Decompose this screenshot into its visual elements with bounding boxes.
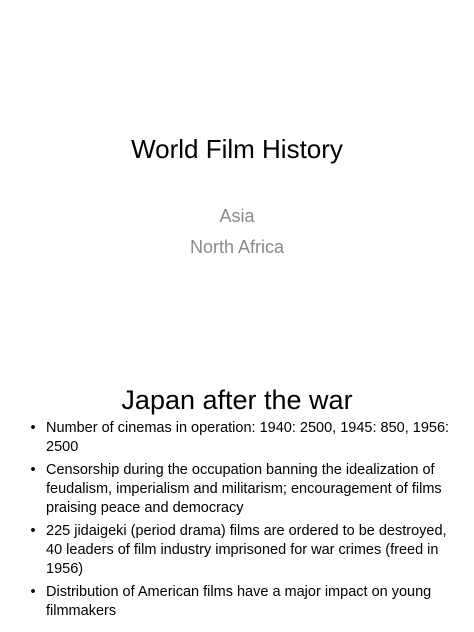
bullet-item [0,583,474,621]
slide-title: World Film History [131,134,343,164]
subtitle-asia: Asia [219,206,255,226]
bullet-text-jidaigeki: 225 jidaigeki (period drama) films are ordered to be destroyed, 40 leaders of film industry imprisoned for war crimes (freed in 1956) [46,523,447,577]
bullet-item [0,522,474,579]
bullet-item [0,419,474,457]
bullet-icon: • [30,584,36,600]
bullet-icon: • [30,523,36,539]
subtitle-north-africa: North Africa [189,237,285,257]
bullet-text-cinemas: Number of cinemas in operation: 1940: 2500, 1945: 850, 1956: 2500 [46,420,450,455]
content-slide [0,357,474,632]
bullet-text-censorship: Censorship during the occupation banning the idealization of feudalism, imperialism and militarism; encouragement of films praising peace and democracy [46,462,442,516]
bullet-item [0,461,474,518]
bullet-text-distribution: Distribution of American films have a major impact on young filmmakers [46,584,432,619]
slide-heading: Japan after the war [121,385,353,415]
bullet-list [0,419,474,625]
bullet-icon: • [30,462,36,478]
bullet-icon: • [30,420,36,436]
